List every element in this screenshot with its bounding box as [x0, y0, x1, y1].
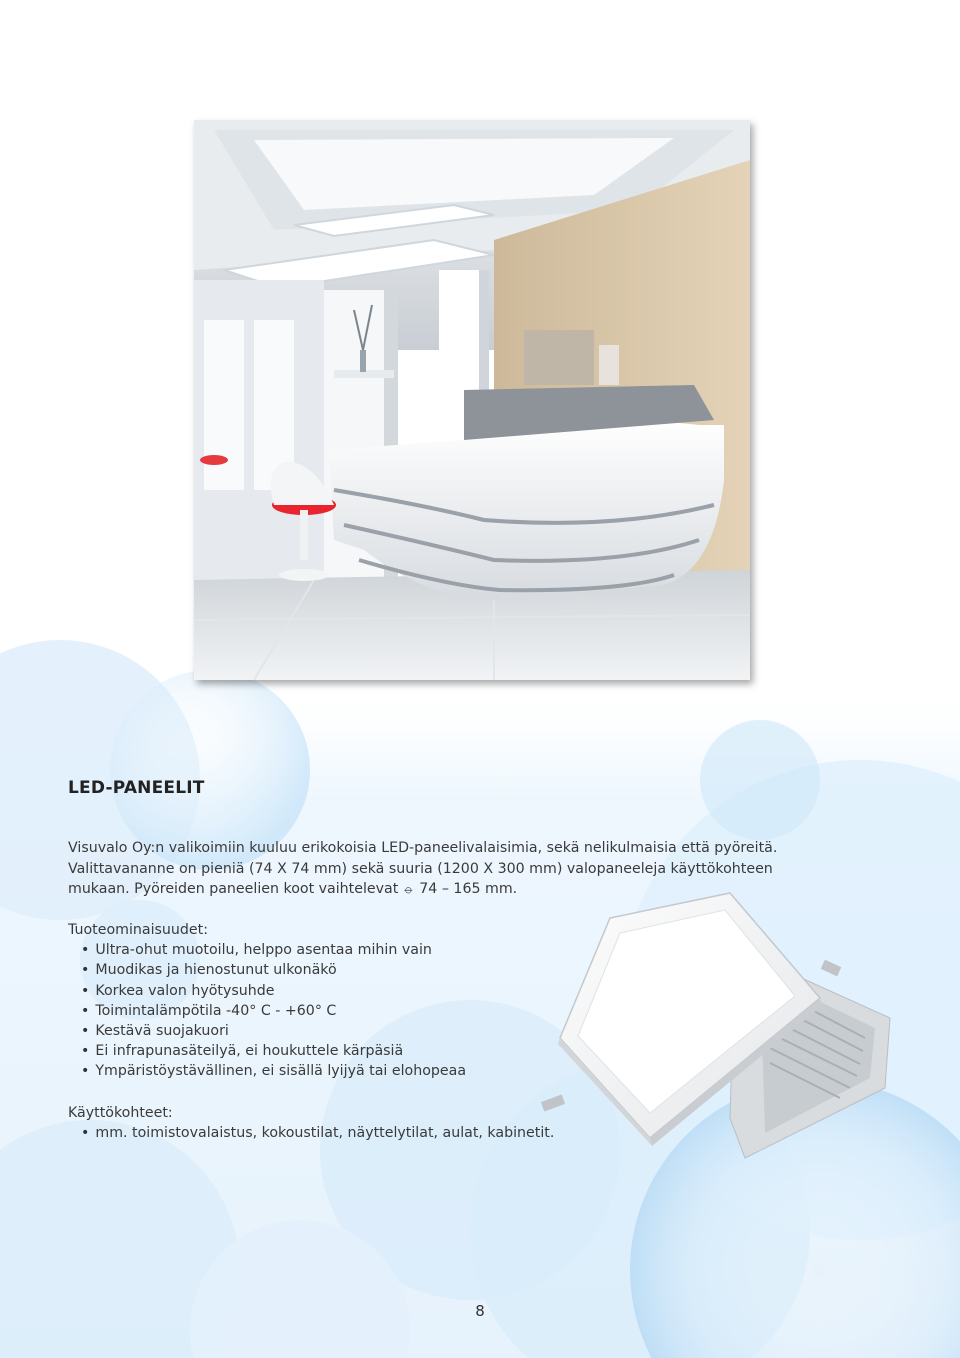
- size-range: 74 – 165 mm.: [419, 881, 518, 897]
- list-item: • Muodikas ja hienostunut ulkonäkö: [68, 960, 588, 980]
- list-item: • Toimintalämpötila -40° C - +60° C: [68, 1001, 588, 1021]
- reception-illustration: [194, 120, 750, 680]
- uses-label: Käyttökohteet:: [68, 1105, 173, 1121]
- reception-interior-photo: [194, 120, 750, 680]
- intro-line-2: Valittavananne on pieniä (74 X 74 mm) sekä suuria (1200 X 300 mm) valopaneeleja käyttökohteen: [68, 860, 773, 877]
- page-heading: LED-PANEELIT: [68, 778, 205, 798]
- uses-section: [68, 1103, 668, 1143]
- diameter-icon: ⦵: [402, 881, 415, 897]
- list-item: • Ei infrapunasäteilyä, ei houkuttele kärpäsiä: [68, 1041, 588, 1061]
- list-item: • Korkea valon hyötysuhde: [68, 981, 588, 1001]
- page-number: 8: [475, 1302, 485, 1320]
- uses-list: [68, 1123, 668, 1143]
- list-item: • mm. toimistovalaistus, kokoustilat, näyttelytilat, aulat, kabinetit.: [68, 1123, 668, 1143]
- features-list: [68, 940, 588, 1081]
- list-item: • Ympäristöystävällinen, ei sisällä lyijyä tai elohopeaa: [68, 1061, 588, 1081]
- intro-line-1: Visuvalo Oy:n valikoimiin kuuluu erikokoisia LED-paneelivalaisimia, sekä nelikulmaisia että pyöreitä.: [68, 840, 778, 856]
- list-item: • Ultra-ohut muotoilu, helppo asentaa mihin vain: [68, 940, 588, 960]
- features-section: [68, 920, 588, 1082]
- intro-line-3-text: mukaan. Pyöreiden paneelien koot vaihtelevat: [68, 881, 399, 897]
- list-item: • Kestävä suojakuori: [68, 1021, 588, 1041]
- features-label: Tuoteominaisuudet:: [68, 922, 208, 938]
